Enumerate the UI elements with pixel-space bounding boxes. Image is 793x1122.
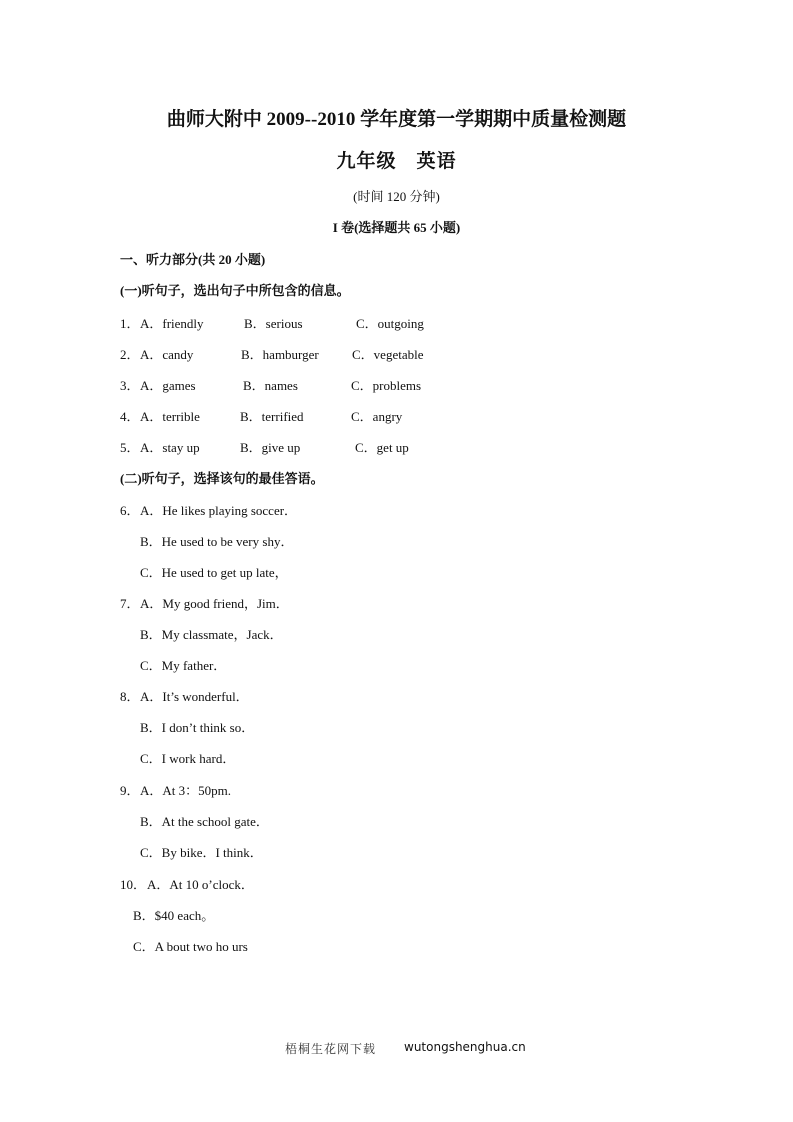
option-b: B．give up <box>240 440 301 455</box>
option-a: A．At 10 o’clock． <box>147 877 254 892</box>
option-b: B．names <box>243 378 298 393</box>
question-number: 9． <box>120 783 140 798</box>
subsection-heading-1: (一)听句子，选出句子中所包含的信息。 <box>120 283 350 298</box>
option-c: C．By bike．I think． <box>140 845 263 860</box>
option-a: A．games <box>140 378 196 393</box>
question-number: 10． <box>120 877 147 892</box>
option-b: B．I don’t think so． <box>140 720 255 735</box>
question-number: 3． <box>120 378 140 393</box>
option-c: C．angry <box>351 409 403 424</box>
option-a: A．At 3：50pm. <box>140 783 232 798</box>
time-note: (时间 120 分钟) <box>353 189 440 204</box>
footer-site-name: 梧桐生花网下载 <box>285 1042 377 1056</box>
option-b: B．serious <box>244 316 303 331</box>
question-number: 7． <box>120 596 140 611</box>
option-c: C．outgoing <box>356 316 424 331</box>
option-a: A．stay up <box>140 440 200 455</box>
option-c: C．My father． <box>140 658 227 673</box>
question-number: 6． <box>120 503 140 518</box>
option-a: A．My good friend，Jim． <box>140 596 289 611</box>
option-c: C．problems <box>351 378 422 393</box>
question-number: 1． <box>120 316 140 331</box>
question-number: 2． <box>120 347 140 362</box>
option-b: B．hamburger <box>241 347 319 362</box>
question-number: 5． <box>120 440 140 455</box>
option-c: C．He used to get up late， <box>140 565 288 580</box>
option-a: A．terrible <box>140 409 200 424</box>
option-a: A．friendly <box>140 316 204 331</box>
option-b: B．My classmate，Jack． <box>140 627 283 642</box>
option-b: B．At the school gate． <box>140 814 269 829</box>
option-c: C．vegetable <box>352 347 424 362</box>
option-a: A．It’s wonderful． <box>140 689 249 704</box>
document-subtitle: 九年级 英语 <box>336 151 457 172</box>
option-b: B．He used to be very shy． <box>140 534 294 549</box>
part-title: I 卷(选择题共 65 小题) <box>332 220 461 235</box>
option-a: A．He likes playing soccer． <box>140 503 298 518</box>
option-b: B．terrified <box>240 409 304 424</box>
option-c: C．I work hard． <box>140 751 236 766</box>
option-c: C．A bout two ho urs <box>133 939 248 954</box>
question-number: 8． <box>120 689 140 704</box>
section-heading-listening: 一、听力部分(共 20 小题) <box>120 252 266 267</box>
document-title: 曲师大附中 2009--2010 学年度第一学期期中质量检测题 <box>166 109 627 130</box>
footer-url[interactable]: wutongshenghua.cn <box>404 1040 526 1054</box>
option-b: B．$40 each。 <box>133 908 215 923</box>
subsection-heading-2: (二)听句子，选择该句的最佳答语。 <box>120 471 324 486</box>
option-c: C．get up <box>355 440 409 455</box>
option-a: A．candy <box>140 347 194 362</box>
question-number: 4． <box>120 409 140 424</box>
